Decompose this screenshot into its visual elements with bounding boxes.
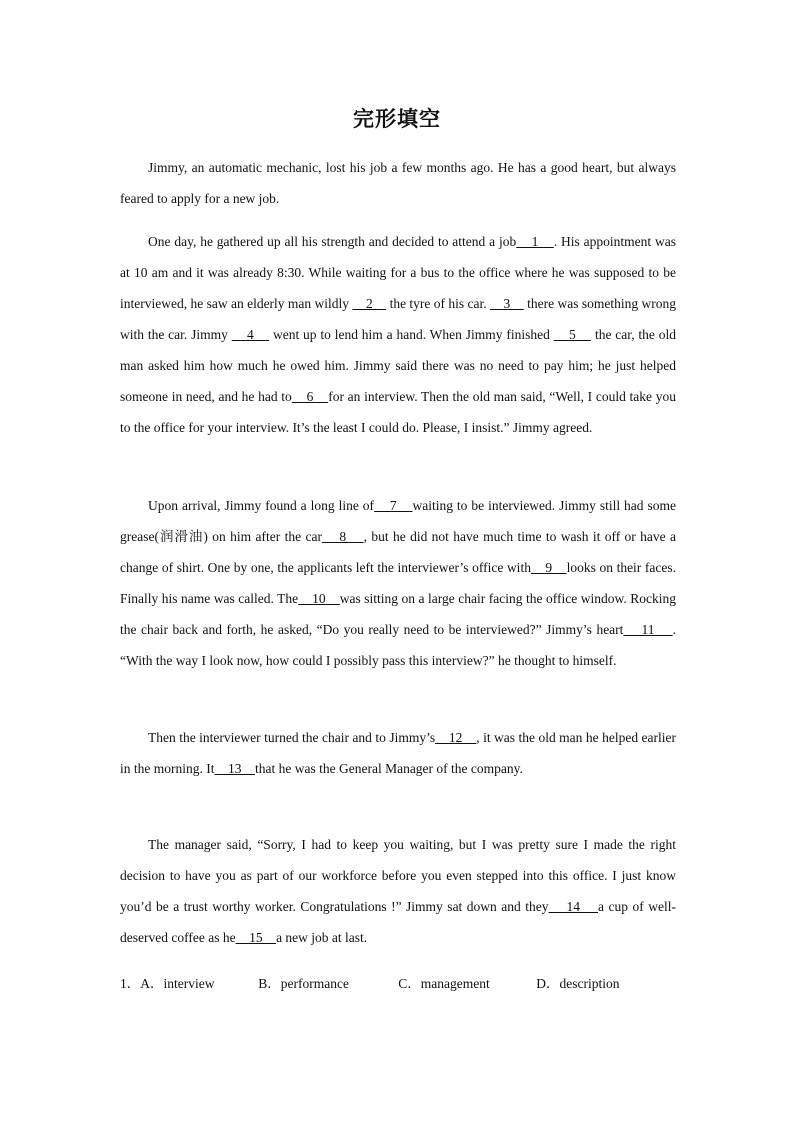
- blank-2: 2: [352, 296, 387, 311]
- blank-11: 11: [623, 622, 673, 637]
- question-1-options: [120, 968, 620, 999]
- paragraph-4: [120, 722, 676, 784]
- paragraph-text: looks on their faces. Finally his name was called. The: [120, 560, 677, 606]
- paragraph-text: waiting to be interviewed. Jimmy still had some grease(润滑油) on him after the car: [120, 498, 677, 544]
- paragraph-5: [120, 829, 676, 953]
- paragraph-text: , it was the old man he helped earlier in the morning. It: [120, 730, 676, 776]
- paragraph-text: Upon arrival, Jimmy found a long line of: [148, 498, 375, 513]
- paragraph-text: . His appointment was at 10 am and it was already 8:30. While waiting for a bus to the office where he was supposed to be interviewed, he saw an elderly man wildly: [120, 234, 676, 311]
- paragraph-text: , but he did not have much time to wash it off or have a change of shirt. One by one, the applicants left the interviewer’s office with: [120, 529, 677, 575]
- paragraph-2: [120, 226, 676, 443]
- paragraph-1: [120, 152, 676, 214]
- blank-4: 4: [231, 327, 270, 342]
- paragraph-3: [120, 490, 676, 676]
- option-d: D．description: [536, 976, 620, 991]
- paragraph-text: the tyre of his car.: [386, 296, 491, 311]
- blank-9: 9: [530, 560, 567, 575]
- paragraph-text: for an interview. Then the old man said, “Well, I could take you to the office for your interview. It’s the least I could do. Please, I insist.” Jimmy agreed.: [120, 389, 677, 435]
- blank-10: 10: [298, 591, 340, 606]
- paragraph-text: One day, he gathered up all his strength and decided to attend a job: [148, 234, 517, 249]
- question-number: 1．: [120, 976, 141, 991]
- blank-8: 8: [321, 529, 364, 544]
- option-b: B．performance: [258, 976, 349, 991]
- paragraph-text: . “With the way I look now, how could I possibly pass this interview?” he thought to himself.: [120, 622, 677, 668]
- blank-3: 3: [490, 296, 524, 311]
- paragraph-text: that he was the General Manager of the company.: [255, 761, 523, 776]
- paragraph-text: a new job at last.: [276, 930, 368, 945]
- page-title: 完形填空: [353, 107, 441, 131]
- option-a: A．interview: [140, 976, 215, 991]
- blank-5: 5: [553, 327, 592, 342]
- paragraph-text: was sitting on a large chair facing the office window. Rocking the chair back and forth, he asked, “Do you really need to be interviewed?” Jimmy’s heart: [120, 591, 676, 637]
- blank-6: 6: [291, 389, 329, 404]
- paragraph-text: The manager said, “Sorry, I had to keep you waiting, but I was pretty sure I made the right decision to have you as part of our workforce before you even stepped into this office. I just know you’d be a trust worthy worker. Congratulations !” Jimmy sat down and they: [120, 837, 676, 914]
- blank-1: 1: [516, 234, 554, 249]
- paragraph-text: there was something wrong with the car. Jimmy: [120, 296, 676, 342]
- blank-12: 12: [435, 730, 477, 745]
- option-c: C．management: [398, 976, 490, 991]
- blank-7: 7: [374, 498, 413, 513]
- paragraph-text: the car, the old man asked him how much he owed him. Jimmy said there was no need to pay him; he just helped someone in need, and he had to: [120, 327, 677, 404]
- blank-15: 15: [235, 930, 277, 945]
- blank-13: 13: [214, 761, 255, 776]
- paragraph-text: went up to lend him a hand. When Jimmy finished: [269, 327, 554, 342]
- blank-14: 14: [548, 899, 599, 914]
- paragraph-text: a cup of well-deserved coffee as he: [120, 899, 677, 945]
- paragraph-text: Jimmy, an automatic mechanic, lost his job a few months ago. He has a good heart, but always feared to apply for a new job.: [120, 160, 676, 206]
- paragraph-text: Then the interviewer turned the chair and to Jimmy’s: [148, 730, 436, 745]
